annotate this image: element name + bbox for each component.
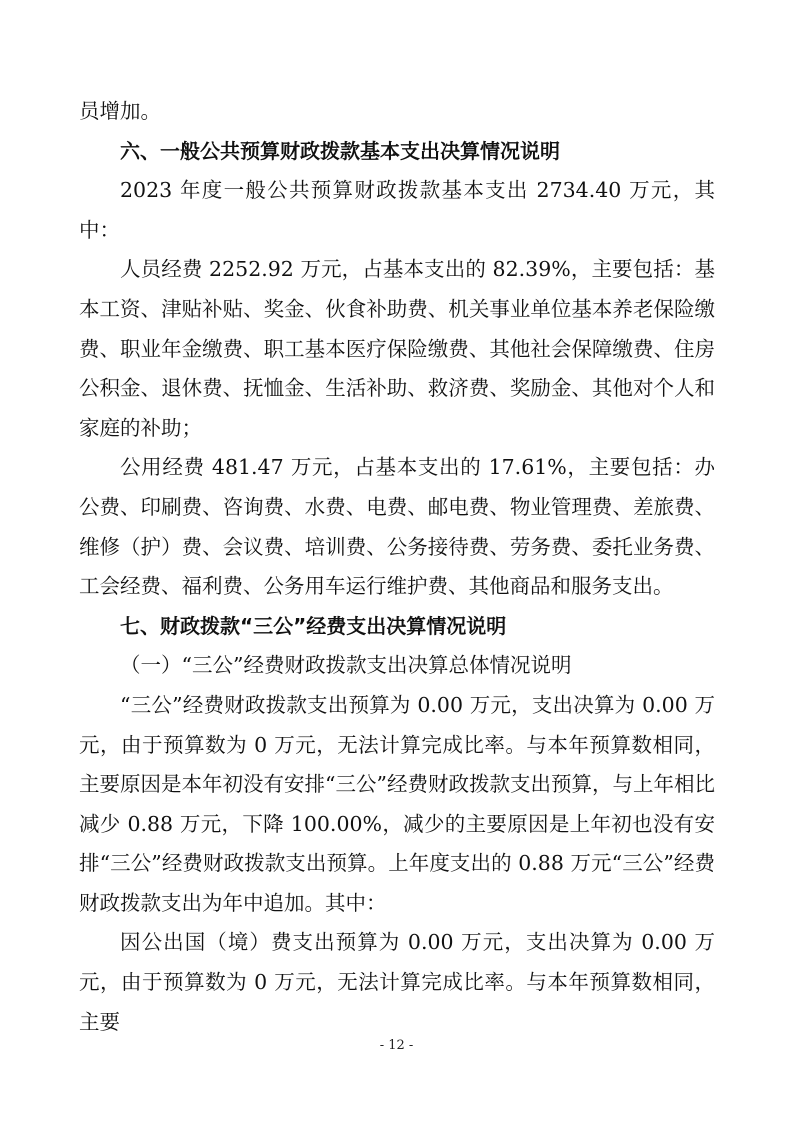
paragraph-overseas-travel: 因公出国（境）费支出预算为 0.00 万元，支出决算为 0.00 万元，由于预算数为 0 万元，无法计算完成比率。与本年预算数相同，主要 [79, 930, 715, 1034]
paragraph-personnel-expenses: 人员经费 2252.92 万元，占基本支出的 82.39%，主要包括：基本工资、津贴补贴、奖金、伙食补助费、机关事业单位基本养老保险缴费、职业年金缴费、职工基本医疗保险缴费、其他社会保障缴费、住房公积金、退休费、抚恤金、生活补助、救济费、奖励金、其他对个人和家庭的补助； [79, 257, 715, 440]
section-heading-six: 六、一般公共预算财政拨款基本支出决算情况说明 [120, 138, 560, 163]
paragraph-basic-expenditure: 2023 年度一般公共预算财政拨款基本支出 2734.40 万元，其中： [79, 178, 715, 242]
paragraph-continuation: 员增加。 [79, 99, 161, 123]
document-body [79, 92, 715, 1042]
page-number: - 12 - [379, 1038, 414, 1053]
subsection-heading-one: （一）“三公”经费财政拨款支出决算总体情况说明 [120, 653, 572, 678]
paragraph-three-public-overview: “三公”经费财政拨款支出预算为 0.00 万元，支出决算为 0.00 万元，由于预算数为 0 万元，无法计算完成比率。与本年预算数相同，主要原因是本年初没有安排“三公”经费财政拨款支出预算，与上年相比减少 0.88 万元，下降 100.00%，减少的主要原因是上年初也没有安排“三公”经费财政拨款支出预算。上年度支出的 0.88 万元“三公”经费财政拨款支出为年中追加。其中： [79, 692, 715, 915]
section-heading-seven: 七、财政拨款“三公”经费支出决算情况说明 [120, 613, 507, 638]
paragraph-public-expenses: 公用经费 481.47 万元，占基本支出的 17.61%，主要包括：办公费、印刷费、咨询费、水费、电费、邮电费、物业管理费、差旅费、维修（护）费、会议费、培训费、公务接待费、劳务费、委托业务费、工会经费、福利费、公务用车运行维护费、其他商品和服务支出。 [79, 455, 715, 599]
